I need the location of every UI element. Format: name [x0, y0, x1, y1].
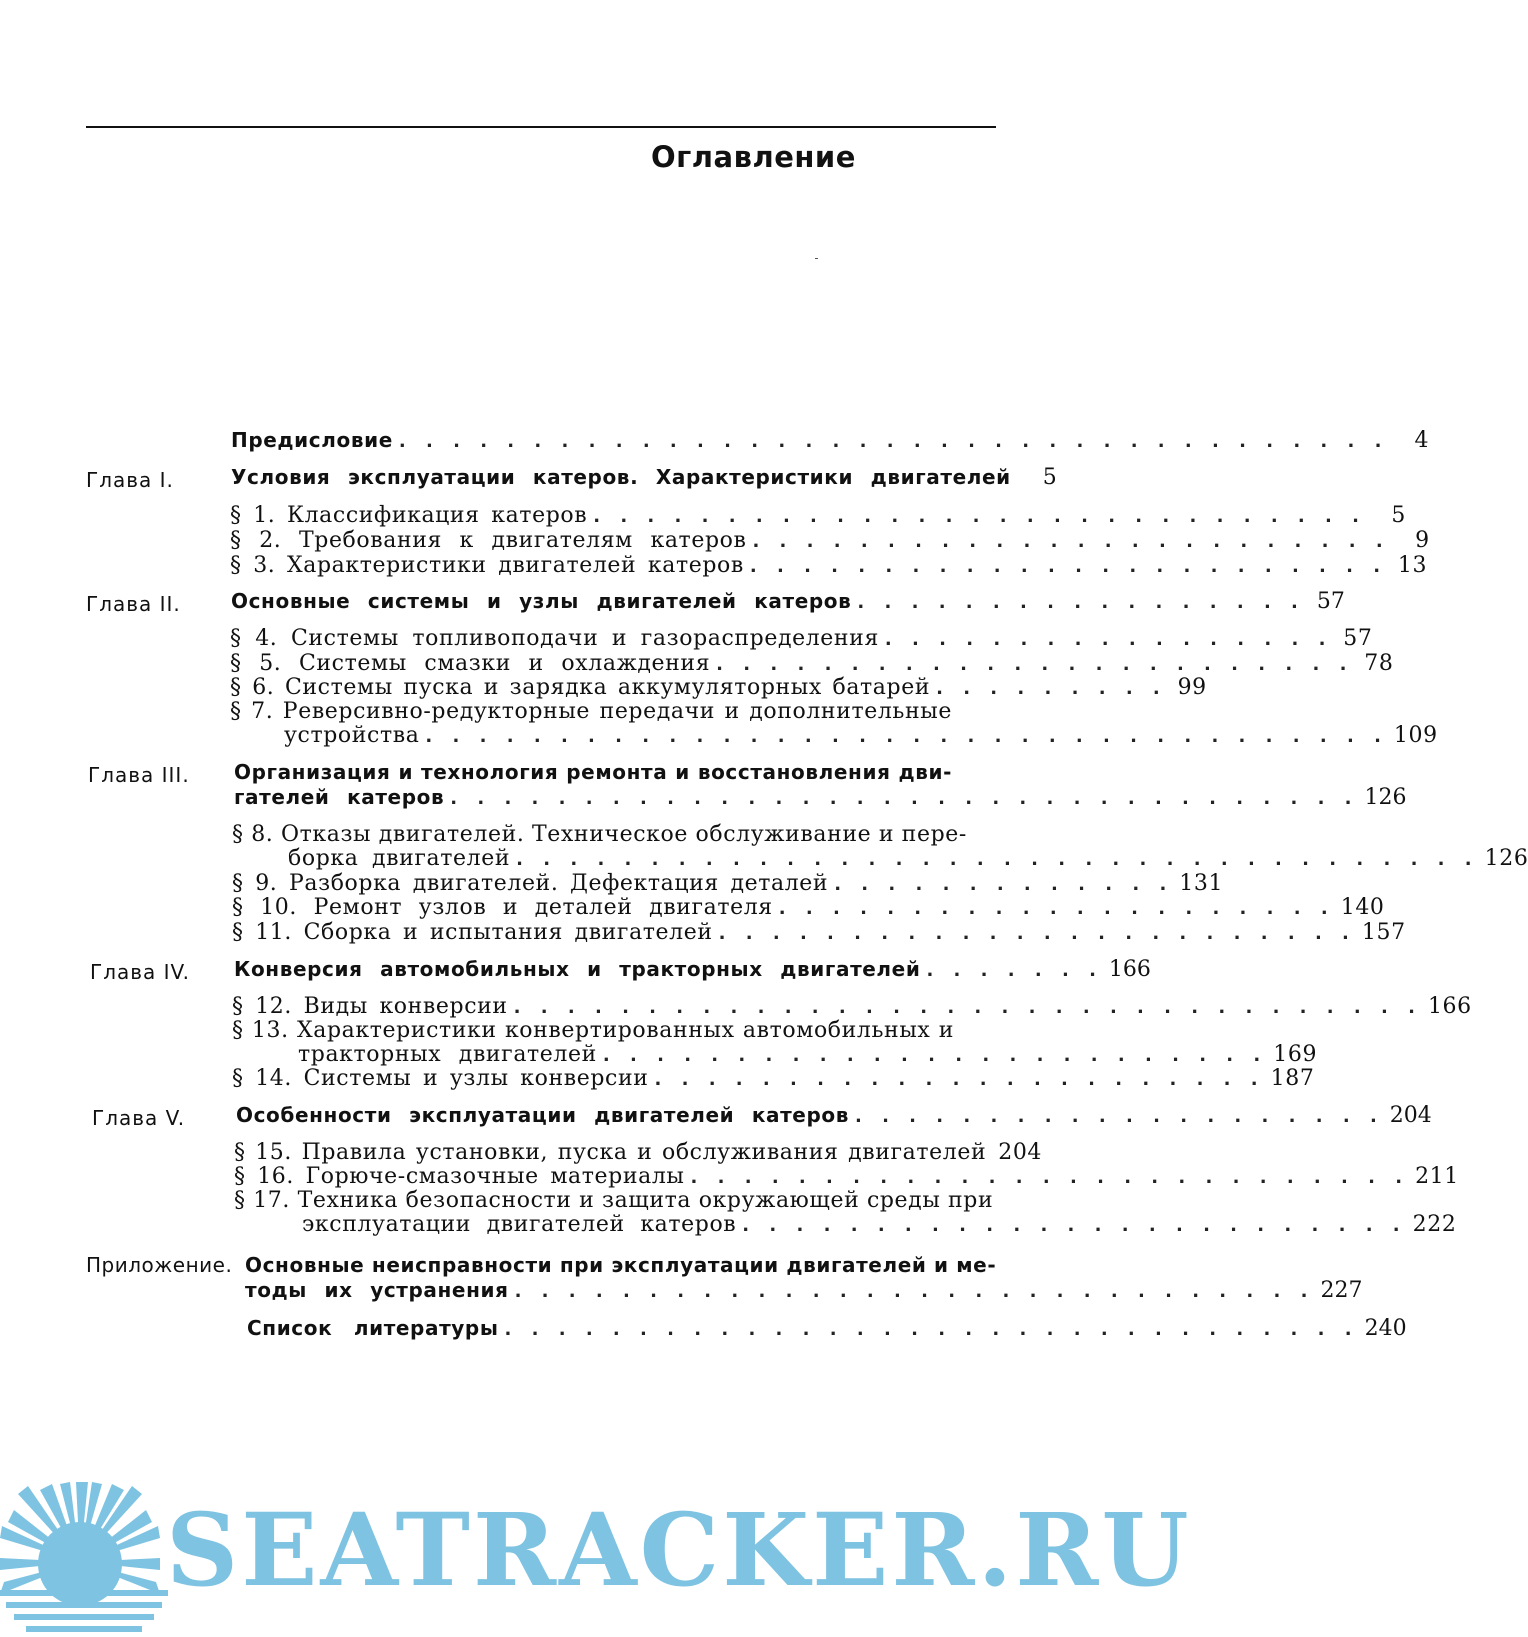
toc-page-number: 126 — [1484, 846, 1528, 871]
toc-entry-title: Системы смазки и охлаждения — [298, 651, 711, 676]
toc-entry-title: Горюче-смазочные материалы — [305, 1164, 685, 1189]
toc-entry-chapter-1[interactable] — [231, 465, 1057, 490]
toc-entry-title: Системы топливоподачи и газораспределения — [290, 626, 879, 651]
section-number: § 12. — [232, 994, 292, 1019]
toc-entry-title: Условия эксплуатации катеров. Характеристики двигателей — [231, 465, 1011, 489]
dot-leader: . . . . . . . . . . . . . . . . . . . . . — [778, 898, 1335, 919]
toc-entry-title-line2: устройства — [284, 723, 420, 748]
watermark-text: SEATRACKER.RU — [166, 1491, 1192, 1609]
toc-entry-title-line1: Организация и технология ремонта и восстановления дви- — [234, 760, 952, 784]
toc-page-number: 126 — [1364, 785, 1407, 810]
toc-page-number: 13 — [1397, 553, 1428, 578]
toc-page-number: 78 — [1364, 651, 1394, 676]
toc-page-number: 211 — [1415, 1164, 1459, 1189]
toc-page-number: 187 — [1270, 1066, 1315, 1091]
section-number: § 17. — [234, 1188, 290, 1213]
toc-entry-title-line2: тракторных двигателей — [298, 1042, 597, 1067]
toc-entry-chapter-5[interactable] — [236, 1103, 1432, 1128]
dot-leader: . . . . . . . . . . . . . — [834, 874, 1174, 895]
dot-leader: . . . . . . . . . . . . . . . . . . . . — [854, 1106, 1384, 1127]
dot-leader: . . . . . . . . . . . . . . . . . . . . . . . . — [716, 654, 1354, 675]
toc-entry-section-15[interactable] — [234, 1140, 1043, 1165]
appendix-label: Приложение. — [86, 1253, 233, 1277]
toc-entry-title-line2: тоды их устранения — [245, 1278, 509, 1302]
toc-entry-title-line1: Техника безопасности и защита окружающей среды при — [297, 1188, 994, 1213]
toc-entry-title: Системы и узлы конверсии — [303, 1066, 649, 1091]
dot-leader: . . . . . . . . . . . . . . . . . . . . . . . . . . . . . — [593, 506, 1366, 527]
toc-page-number: 227 — [1320, 1278, 1363, 1303]
toc-entry-title: Сборка и испытания двигателей — [303, 920, 713, 945]
toc-entry-chapter-3-line1[interactable] — [234, 760, 952, 784]
chapter-label: Глава III. — [88, 763, 190, 787]
toc-entry-section-11[interactable] — [232, 920, 1406, 945]
chapter-label: Глава I. — [86, 468, 174, 492]
toc-entry-title: Предисловие — [231, 428, 393, 452]
toc-page-number: 157 — [1361, 920, 1406, 945]
toc-entry-title: Ремонт узлов и деталей двигателя — [313, 895, 773, 920]
section-number: § 7. — [230, 699, 274, 724]
toc-entry-section-12[interactable] — [232, 994, 1472, 1019]
dot-leader: . . . . . . . . . . . . . . . . . . . . . . . . — [752, 531, 1390, 552]
section-number: § 15. — [234, 1140, 292, 1165]
dot-leader: . . . . . . . . . . . . . . . . . — [857, 592, 1305, 613]
toc-entry-appendix-line1[interactable] — [245, 1253, 997, 1277]
toc-entry-title-line2: эксплуатации двигателей катеров — [302, 1212, 737, 1237]
dot-leader: . . . . . . . . . . . . . . . . . . . . . . . . . — [602, 1045, 1268, 1066]
toc-page-number: 204 — [1389, 1103, 1432, 1128]
toc-entry-title: Список литературы — [247, 1316, 499, 1340]
toc-entry-chapter-3[interactable] — [234, 785, 1407, 810]
toc-entry-title: Виды конверсии — [303, 994, 508, 1019]
dot-leader: . . . . . . . . . . . . . . . . . . . . . . . . . . . . . . . . . . . . — [516, 849, 1479, 870]
dot-leader: . . . . . . . . . — [936, 678, 1167, 699]
section-number: § 16. — [234, 1164, 294, 1189]
toc-page-number: 131 — [1179, 871, 1224, 896]
toc-entry-section-3[interactable] — [230, 553, 1428, 578]
section-number: § 6. — [230, 675, 275, 700]
toc-page-number: 4 — [1414, 428, 1429, 453]
toc-page-number: 57 — [1316, 589, 1345, 614]
toc-entry-section-14[interactable] — [232, 1066, 1315, 1091]
dot-leader: . . . . . . . . . . . . . . . . . — [884, 629, 1333, 650]
section-number: § 4. — [230, 626, 278, 651]
toc-entry-title: Правила установки, пуска и обслуживания двигателей — [301, 1140, 987, 1165]
toc-page-number: 222 — [1412, 1212, 1457, 1237]
toc-entry-section-8-cont[interactable] — [288, 846, 1528, 871]
dot-leader: . . . . . . . . . . . . . . . . . . . . . . . . . . . . . . . . — [504, 1319, 1359, 1340]
top-rule — [86, 126, 996, 128]
dot-leader: . . . . . . . . . . . . . . . . . . . . . . . . . . . — [690, 1167, 1410, 1188]
toc-entry-appendix[interactable] — [245, 1278, 1363, 1303]
toc-entry-title-line2: борка двигателей — [288, 846, 511, 871]
toc-page-number: 240 — [1364, 1316, 1407, 1341]
dot-leader: . . . . . . . . . . . . . . . . . . . . . . . . . . . . . . — [514, 1281, 1315, 1302]
toc-page-number: 5 — [1391, 503, 1406, 528]
dot-leader: . . . . . . . . . . . . . . . . . . . . . . . . — [718, 923, 1356, 944]
scan-speck — [815, 258, 818, 259]
toc-entry-section-17-cont[interactable] — [302, 1212, 1457, 1237]
toc-page-number: 57 — [1343, 626, 1373, 651]
toc-entry-references[interactable] — [247, 1316, 1407, 1341]
dot-leader: . . . . . . . . . . . . . . . . . . . . . . . . . — [742, 1215, 1407, 1236]
toc-entry-section-13[interactable] — [232, 1018, 954, 1043]
toc-entry-title: Требования к двигателям катеров — [298, 528, 747, 553]
dot-leader: . . . . . . . . . . . . . . . . . . . . . . . . . . . . . . . . . . . . . — [398, 431, 1389, 452]
toc-entry-section-8[interactable] — [232, 822, 967, 847]
toc-entry-title-line1: Характеристики конвертированных автомобильных и — [297, 1018, 954, 1043]
section-number: § 9. — [232, 871, 278, 896]
section-number: § 2. — [230, 528, 282, 553]
dot-leader: . . . . . . . . . . . . . . . . . . . . . . . . . . . . . . . . . . . . — [425, 726, 1388, 747]
toc-entry-title-line1: Основные неисправности при эксплуатации двигателей и ме- — [245, 1253, 997, 1277]
chapter-label: Глава IV. — [90, 960, 190, 984]
toc-entry-chapter-4[interactable] — [234, 957, 1151, 982]
toc-page-number: 5 — [1042, 465, 1057, 490]
dot-leader: . . . . . . . — [926, 960, 1103, 981]
toc-entry-section-2[interactable] — [230, 528, 1430, 553]
dot-leader: . . . . . . . . . . . . . . . . . . . . . . . . . . . . . . . . . . — [450, 788, 1359, 809]
toc-entry-section-4[interactable] — [230, 626, 1373, 651]
dot-leader: . . . . . . . . . . . . . . . . . . . . . . . . — [749, 556, 1388, 577]
toc-entry-title: Основные системы и узлы двигателей катеров — [231, 589, 852, 613]
toc-entry-title: Особенности эксплуатации двигателей катеров — [236, 1103, 849, 1127]
toc-entry-section-6[interactable] — [230, 675, 1207, 700]
dot-leader: . . . . . . . . . . . . . . . . . . . . . . . . . . . . . . . . . . — [513, 997, 1422, 1018]
section-number: § 1. — [230, 503, 276, 528]
toc-entry-section-10[interactable] — [232, 895, 1385, 920]
toc-entry-title-line1: Реверсивно-редукторные передачи и дополнительные — [282, 699, 952, 724]
toc-entry-title: Системы пуска и зарядка аккумуляторных батарей — [284, 675, 931, 700]
section-number: § 5. — [230, 651, 282, 676]
toc-entry-section-7[interactable] — [230, 699, 952, 724]
chapter-label: Глава II. — [86, 592, 181, 616]
page-title: Оглавление — [651, 140, 856, 174]
toc-entry-title: Классификация катеров — [286, 503, 588, 528]
section-number: § 8. — [232, 822, 274, 847]
toc-entry-section-7-cont[interactable] — [284, 723, 1438, 748]
toc-entry-section-5[interactable] — [230, 651, 1394, 676]
sun-logo-icon — [0, 1482, 175, 1637]
chapter-label: Глава V. — [92, 1106, 186, 1130]
toc-page-number: 204 — [998, 1140, 1043, 1165]
toc-entry-preface[interactable] — [231, 428, 1429, 453]
section-number: § 11. — [232, 920, 292, 945]
toc-page-number: 99 — [1177, 675, 1207, 700]
toc-entry-section-13-cont[interactable] — [298, 1042, 1318, 1067]
toc-entry-title: Конверсия автомобильных и тракторных двигателей — [234, 957, 921, 981]
toc-entry-section-16[interactable] — [234, 1164, 1459, 1189]
toc-page-number: 9 — [1415, 528, 1430, 553]
dot-leader: . . . . . . . . . . . . . . . . . . . . . . . — [654, 1069, 1265, 1090]
section-number: § 14. — [232, 1066, 292, 1091]
toc-entry-title-line2: гателей катеров — [234, 785, 445, 809]
toc-page-number: 109 — [1393, 723, 1438, 748]
toc-page-number: 166 — [1108, 957, 1151, 982]
toc-entry-section-17[interactable] — [234, 1188, 994, 1213]
toc-page-number: 169 — [1273, 1042, 1318, 1067]
toc-page-number: 166 — [1427, 994, 1472, 1019]
toc-page-number: 140 — [1340, 895, 1385, 920]
toc-entry-title: Характеристики двигателей катеров — [286, 553, 744, 578]
toc-entry-title-line1: Отказы двигателей. Техническое обслуживание и пере- — [280, 822, 967, 847]
section-number: § 13. — [232, 1018, 289, 1043]
toc-entry-section-1[interactable] — [230, 503, 1406, 528]
toc-entry-chapter-2[interactable] — [231, 589, 1345, 614]
toc-entry-title: Разборка двигателей. Дефектация деталей — [288, 871, 829, 896]
section-number: § 3. — [230, 553, 276, 578]
toc-entry-section-9[interactable] — [232, 871, 1224, 896]
section-number: § 10. — [232, 895, 297, 920]
